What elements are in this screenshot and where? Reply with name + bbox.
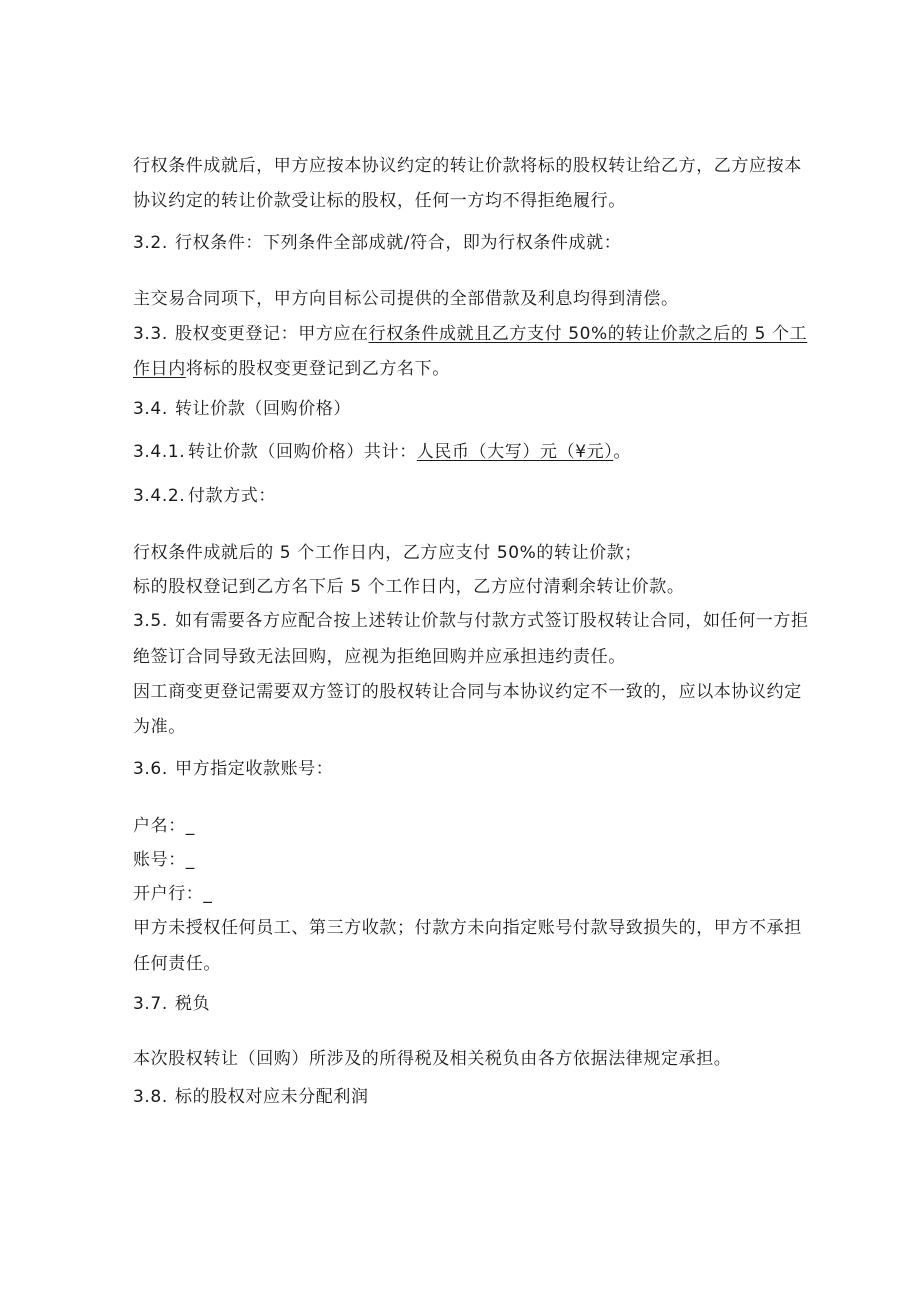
- underlined-term: 行权条件成就且乙方支付 50%的转让价款之后的 5 个工: [368, 324, 808, 344]
- section-3-2: [133, 232, 790, 254]
- paragraph-line: 甲方未授权任何员工、第三方收款；付款方未向指定账号付款导致损失的，甲方不承担: [133, 918, 802, 938]
- section-3-4-1: [133, 441, 790, 463]
- section-3-4: [133, 398, 790, 420]
- section-3-6: [133, 758, 790, 780]
- paragraph-line: 因工商变更登记需要双方签订的股权转让合同与本协议约定不一致的，应以本协议约定: [133, 682, 802, 702]
- section-number: 3.5.: [133, 611, 168, 631]
- account-name: 户名：_: [133, 816, 195, 836]
- paragraph-line: 协议约定的转让价款受让标的股权，任何一方均不得拒绝履行。: [133, 191, 626, 211]
- account-number: 账号：_: [133, 850, 195, 870]
- paragraph-line: 行权条件成就后的 5 个工作日内，乙方应支付 50%的转让价款；: [133, 543, 643, 563]
- section-number: 3.4.2.: [133, 486, 186, 506]
- section-heading: 转让价款（回购价格）: [175, 399, 351, 419]
- paragraph-line: 行权条件成就后，甲方应按本协议约定的转让价款将标的股权转让给乙方，乙方应按本: [133, 156, 802, 176]
- price-blank: 人民币（大写）元（¥元）: [416, 442, 614, 462]
- section-number: 3.7.: [133, 994, 168, 1014]
- section-text: 。: [613, 442, 631, 462]
- section-heading: 标的股权对应未分配利润: [175, 1087, 369, 1107]
- section-number: 3.8.: [133, 1087, 168, 1107]
- section-number: 3.4.1.: [133, 442, 186, 462]
- paragraph-line: 绝签订合同导致无法回购，应视为拒绝回购并应承担违约责任。: [133, 647, 626, 667]
- section-number: 3.6.: [133, 759, 168, 779]
- section-heading: 付款方式：: [188, 486, 276, 506]
- paragraph-line: 标的股权登记到乙方名下后 5 个工作日内，乙方应付清剩余转让价款。: [133, 577, 685, 597]
- section-heading: 甲方指定收款账号：: [175, 759, 334, 779]
- account-bank: 开户行：_: [133, 884, 213, 904]
- section-number: 3.4.: [133, 399, 168, 419]
- paragraph-line: 任何责任。: [133, 954, 221, 974]
- section-text: 股权变更登记：甲方应在: [175, 324, 369, 344]
- underlined-term: 作日内: [133, 359, 186, 379]
- section-text: 如有需要各方应配合按上述转让价款与付款方式签订股权转让合同，如任何一方拒: [175, 611, 809, 631]
- section-number: 3.3.: [133, 324, 168, 344]
- section-number: 3.2.: [133, 233, 168, 253]
- section-3-3-cont: [133, 358, 790, 380]
- section-text: 将标的股权变更登记到乙方名下。: [185, 359, 450, 379]
- section-3-7: [133, 993, 790, 1015]
- section-3-5: [133, 610, 809, 632]
- paragraph-line: 主交易合同项下，甲方向目标公司提供的全部借款及利息均得到清偿。: [133, 289, 679, 309]
- paragraph-line: 为准。: [133, 717, 186, 737]
- section-3-3: [133, 323, 808, 345]
- section-text: 转让价款（回购价格）共计：: [188, 442, 417, 462]
- section-heading: 税负: [175, 994, 211, 1014]
- section-heading: 行权条件：下列条件全部成就/符合，即为行权条件成就：: [175, 233, 622, 253]
- paragraph-line: 本次股权转让（回购）所涉及的所得税及相关税负由各方依据法律规定承担。: [133, 1049, 732, 1069]
- section-3-8: [133, 1086, 790, 1108]
- section-3-4-2: [133, 485, 790, 507]
